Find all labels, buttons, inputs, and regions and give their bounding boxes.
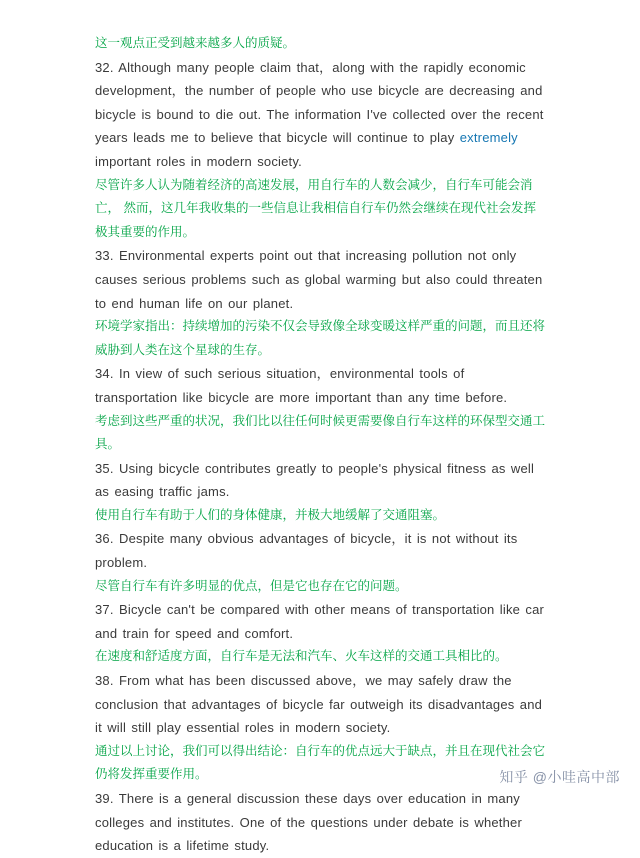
text-run: 38. From what has been discussed above，we may safely draw the conclusion that advantages of bicycle far outweigh its disadvantages and it will still play essential roles in modern society. (95, 673, 543, 736)
text-run: 33. Environmental experts point out that increasing pollution not only causes serious problems such as global warming but also could threaten to end human life on our planet. (95, 248, 543, 311)
text-run: 通过以上讨论，我们可以得出结论：自行车的优点远大于缺点，并且在现代社会它仍将发挥重要作用。 (95, 743, 546, 782)
zhihu-watermark: 知乎 @小哇高中部 (499, 769, 620, 785)
text-run: 这一观点正受到越来越多人的质疑。 (95, 36, 296, 50)
english-sentence-paragraph (95, 362, 547, 409)
text-run: 39. There is a general discussion these days over education in many colleges and institutes. One of the questions under debate is whether education is a lifetime study. (95, 791, 523, 854)
text-run: 在速度和舒适度方面，自行车是无法和汽车、火车这样的交通工具相比的。 (95, 649, 508, 664)
english-sentence-paragraph (95, 598, 547, 645)
english-sentence-paragraph (95, 244, 547, 315)
chinese-translation-paragraph (95, 174, 547, 245)
text-run: 34. In view of such serious situation，environmental tools of transportation like bicycle are more important than any time before. (95, 366, 508, 405)
text-run: 尽管许多人认为随着经济的高速发展，用自行车的人数会减少，自行车可能会消亡， 然而，这几年我收集的一些信息让我相信自行车仍然会继续在现代社会发挥极其重要的作用。 (95, 177, 536, 239)
chinese-translation-paragraph (95, 410, 547, 457)
text-run: 环境学家指出：持续增加的污染不仅会导致像全球变暖这样严重的问题，而且还将威胁到人类在这个星球的生存。 (95, 319, 546, 357)
document-body (95, 32, 547, 858)
text-run: 35. Using bicycle contributes greatly to people's physical fitness as well as easing traffic jams. (95, 460, 535, 500)
english-sentence-paragraph (95, 527, 547, 574)
chinese-translation-paragraph (95, 645, 547, 669)
text-run: 37. Bicycle can't be compared with other means of transportation like car and train for speed and comfort. (95, 602, 545, 641)
chinese-translation-paragraph (95, 575, 547, 599)
english-sentence-paragraph (95, 787, 547, 858)
text-run: 尽管自行车有许多明显的优点，但是它也存在它的问题。 (95, 578, 408, 593)
text-run: 使用自行车有助于人们的身体健康，并极大地缓解了交通阻塞。 (95, 507, 446, 522)
text-run: 32. Although many people claim that，along with the rapidly economic development，the number of people who use bicycle are decreasing and bicycle is bound to die out. The information I've collected over the recent years leads me to believe that bicycle will continue to play (95, 59, 544, 146)
english-sentence-paragraph (95, 669, 547, 740)
text-run: important roles in modern society. (95, 153, 302, 169)
chinese-translation-paragraph (95, 315, 547, 362)
highlighted-word: extremely (459, 130, 518, 146)
chinese-translation-paragraph (95, 740, 547, 787)
text-run: 36. Despite many obvious advantages of bicycle，it is not without its problem. (95, 531, 518, 571)
english-sentence-paragraph (95, 457, 547, 504)
chinese-translation-paragraph (95, 504, 547, 528)
english-sentence-paragraph (95, 56, 547, 174)
chinese-translation-paragraph (95, 32, 547, 56)
text-run: 考虑到这些严重的状况，我们比以往任何时候更需要像自行车这样的环保型交通工具。 (95, 413, 546, 452)
